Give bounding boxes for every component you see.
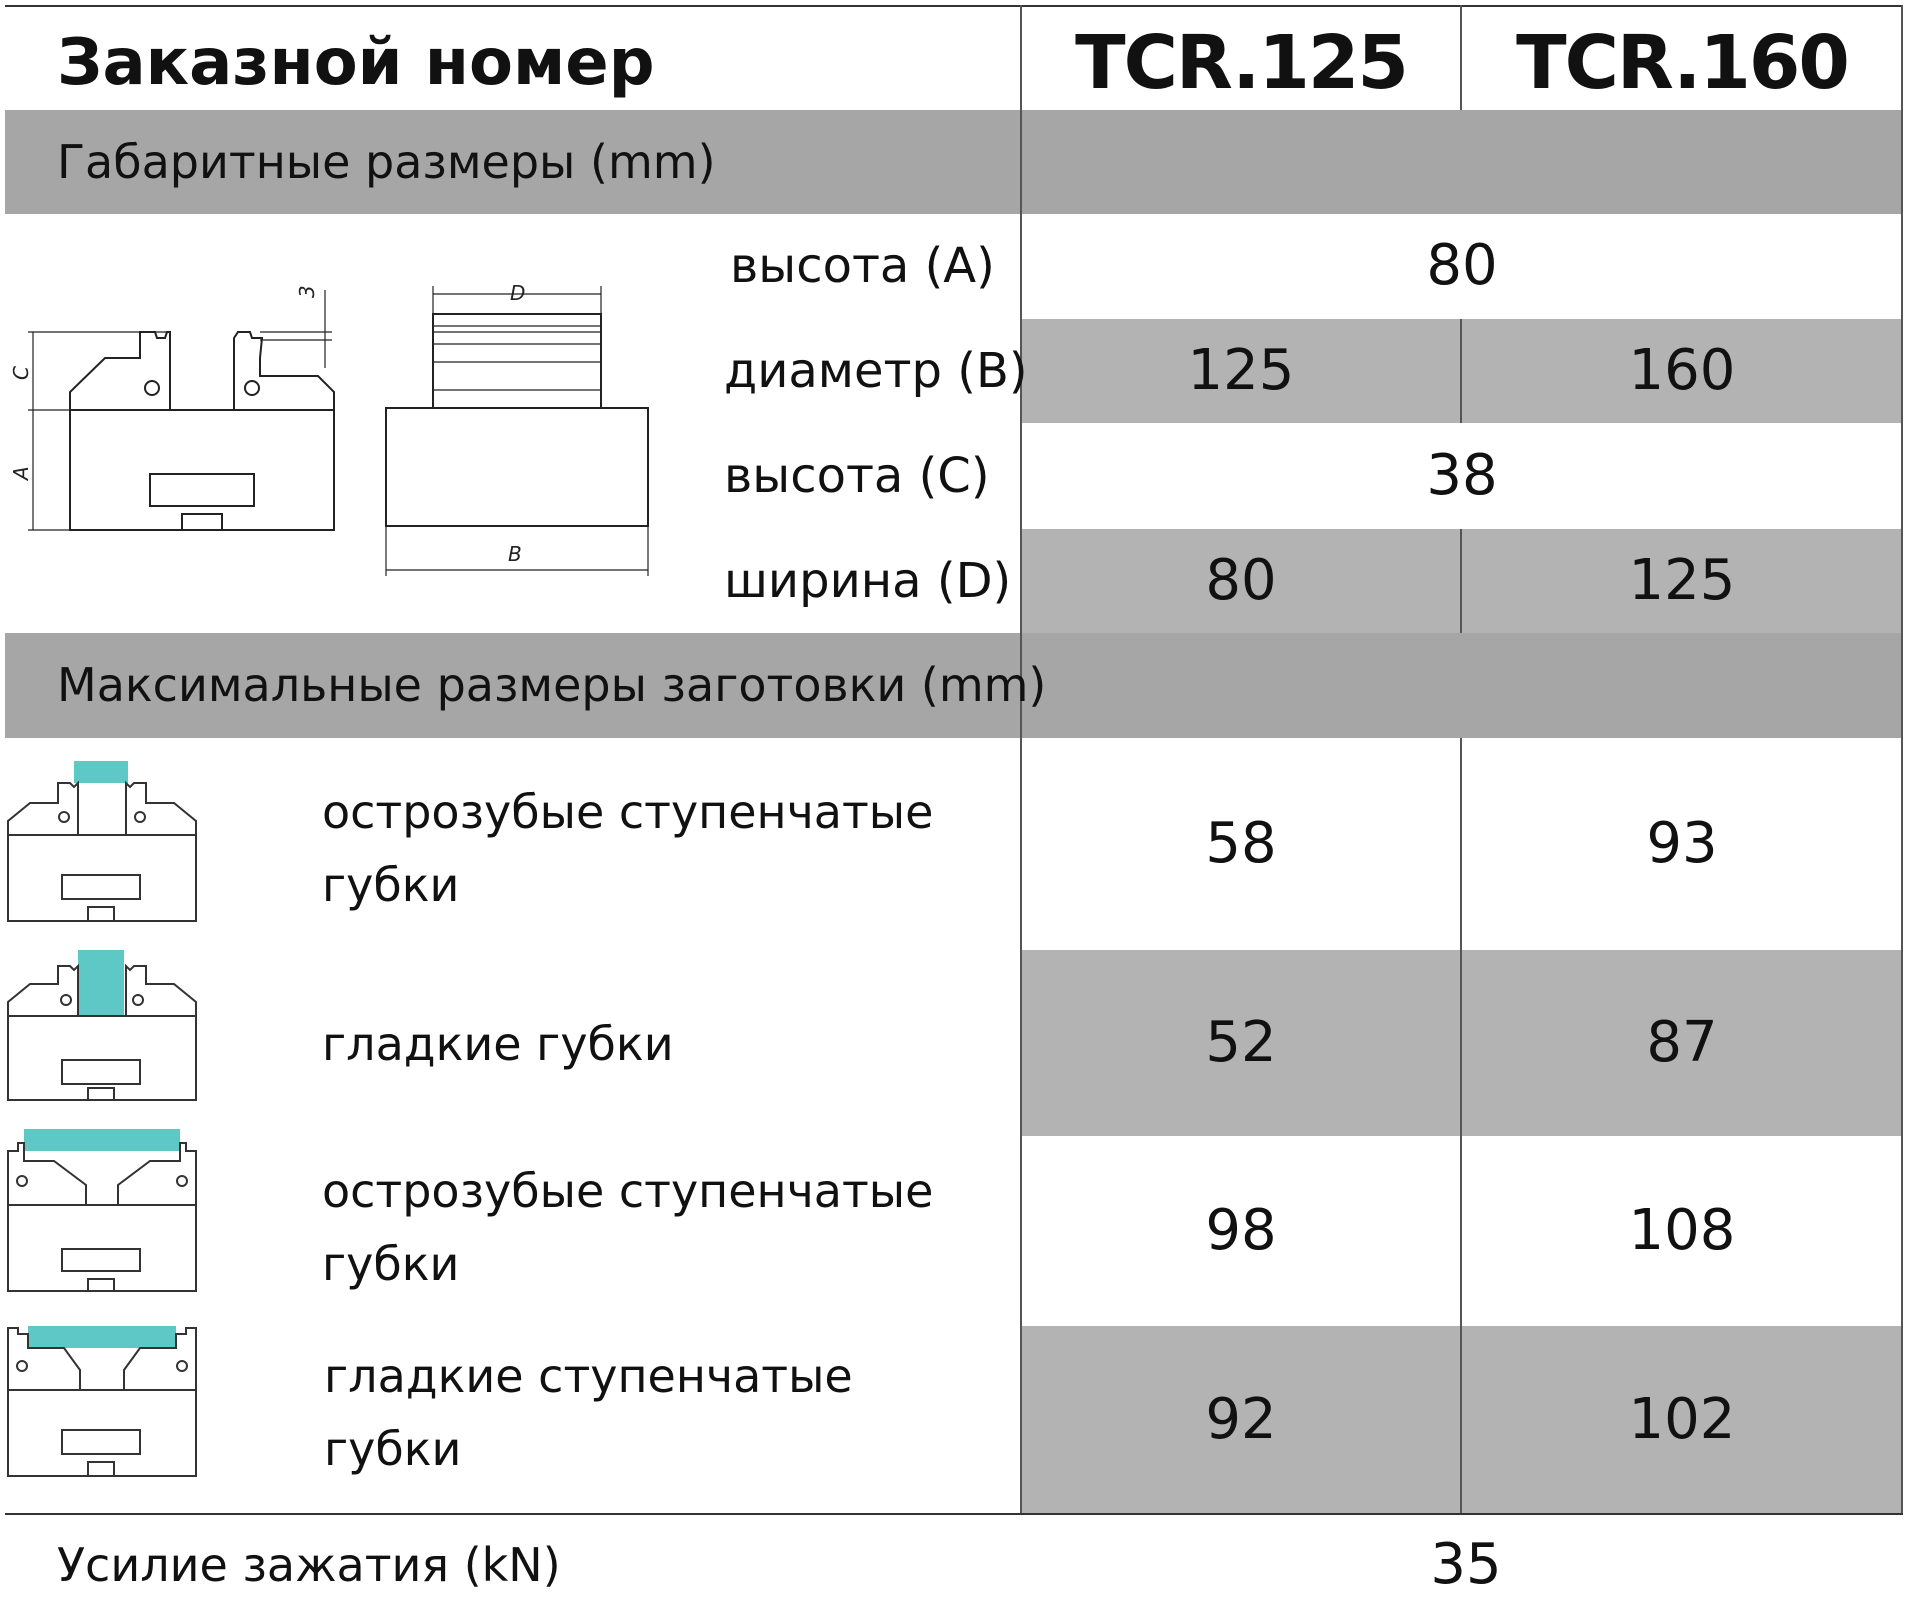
jaw-icon-stepped-sharp-outer [4,1125,204,1295]
clamping-force-value: 35 [1430,1532,1502,1597]
workpiece-value-125: 98 [1205,1198,1277,1263]
dimension-drawing [0,270,700,590]
jaw-label-line: губки [324,1422,462,1476]
jaw-label-line: гладкие губки [322,1017,674,1071]
dim-value-diameter-160: 160 [1628,338,1736,403]
jaw-label [322,1008,942,1081]
workpiece-value-160: 108 [1628,1198,1736,1263]
jaw-label-line: губки [322,1237,460,1291]
jaw-icon-stepped-sharp-inner [4,755,204,925]
jaw-label-line: гладкие ступенчатые [324,1349,853,1403]
dim-value-width-125: 80 [1205,548,1277,613]
jaw-label [324,1340,944,1486]
workpiece-value-125: 92 [1205,1387,1277,1452]
dim-row-label: ширина (D) [724,553,1012,609]
dim-row-label: высота (A) [730,238,995,294]
workpiece-value-160: 102 [1628,1387,1736,1452]
dim-value-height-a: 80 [1426,233,1498,298]
dim-label-3: 3 [295,285,319,298]
section-title-workpiece: Максимальные размеры заготовки (mm) [57,658,1047,712]
jaw-label [322,776,942,922]
jaw-icon-smooth-inner [4,948,204,1108]
jaw-label-line: острозубые ступенчатые [322,785,934,839]
top-rule [5,5,1903,7]
dim-label-b: B [508,542,522,566]
jaw-label-line: губки [322,858,460,912]
dim-label-d: D [510,281,526,305]
dim-row-label: диаметр (B) [724,343,1028,399]
workpiece-value-125: 52 [1205,1010,1277,1075]
dim-value-width-160: 125 [1628,548,1736,613]
jaw-label [322,1155,942,1301]
workpiece-value-160: 87 [1646,1010,1718,1075]
dim-value-diameter-125: 125 [1187,338,1295,403]
model-tcr160: TCR.160 [1516,20,1848,106]
workpiece-value-125: 58 [1205,811,1277,876]
jaw-icon-smooth-stepped-outer [4,1320,204,1480]
dim-value-height-c: 38 [1426,443,1498,508]
dim-label-c: C [9,366,33,380]
clamping-force-label: Усилие зажатия (kN) [57,1538,561,1592]
model-tcr125: TCR.125 [1075,20,1407,106]
order-number-title: Заказной номер [57,26,655,100]
dim-label-a: A [9,466,33,480]
workpiece-value-160: 93 [1646,811,1718,876]
dim-row-label: высота (C) [724,448,990,504]
jaw-label-line: острозубые ступенчатые [322,1164,934,1218]
section-title-dimensions: Габаритные размеры (mm) [57,135,716,189]
bottom-rule [5,1513,1903,1515]
